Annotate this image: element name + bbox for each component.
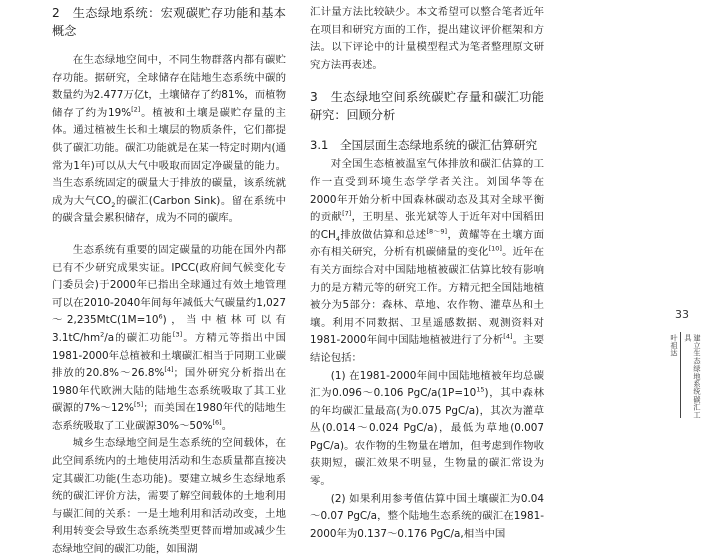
citation-3: [3] — [172, 330, 183, 339]
co2-subscript: 2 — [111, 200, 116, 209]
exponent-15: 15 — [476, 385, 485, 394]
author-name: 叶祖达 — [670, 334, 679, 358]
paragraph-spatial-carrier: 城乡生态绿地空间是生态系统的空间载体，在此空间系统内的土地使用活动和生态质量都直接决定其碳汇功能(生态功能)。要建立城乡生态绿地系统的碳汇评价方法，需要了解空间载体的土地利用与碳汇间的关系：一是土地利用和活动改变，土地利用转变会导致生态系统类型更替而增加或减少生态绿地空间的碳汇功能，如围湖 — [52, 437, 286, 556]
citation-5: [5] — [134, 400, 144, 409]
paragraph-conclusion-1: (1) 在1981-2000年间中国陆地植被年均总碳汇为0.096～0.106 PgC/$a(1P=10^{15})$，其中森林的年均碳汇量最高(为0.075 PgC/a)，其次为灌草丛(0.014～0.024 PgC/a)，最低为草地(0.007 PgC/a)。农作物的生物量在增加，但考虑到作物收获期短，碳汇效果不明显，生物量的碳汇常设为零。 — [310, 369, 544, 488]
paragraph-continued: 汇计量方法比较缺少。本文希望可以整合笔者近年在项目和研究方面的工作，提出建议评价框架和方法。以下评论中的计量模型程式为笔者整理原文研究方法再表述。 — [310, 6, 544, 71]
citation-6: [6] — [212, 418, 222, 427]
paragraph-carbon-storage: 在生态绿地空间中，不同生物群落内都有碳贮存功能。据研究，全球储存在陆地生态系统中碳的数量约为2.477万亿t，土壤储存了约81%，而植物储存了约为19%[2]。植被和土壤是碳贮存量的主体。通过植被生长和土壤层的物质条件，它们都提供了碳汇功能。碳汇功能就是在某一特定时期内(通常为1年)可以从大气中吸取而固定净碳量的能力。当生态系统固定的碳量大于排放的碳量，该系统就成为大气$CO_2$的碳汇(Carbon Sink)。留在系统中的碳含量会累积储存，成为不同的碳库。 — [52, 54, 286, 225]
article-title: 建立生态绿地系统碳汇工具 — [684, 334, 702, 419]
citation-4-right: [4] — [503, 332, 513, 341]
section-3-heading: 3 生态绿地空间系统碳贮存量和碳汇功能研究：回顾分析 — [310, 90, 544, 123]
citation-2: [2] — [131, 105, 141, 114]
sidebar-divider — [680, 332, 681, 418]
section-3-1-heading: 3.1 全国层面生态绿地系统的碳汇估算研究 — [310, 138, 538, 153]
paragraph-research-evidence: 生态系统有重要的固定碳量的功能在国外内都已有不少研究成果实证。IPCC(政府间气候变化专门委员会)于2000年已指出全球通过有效土地管理可以在2010-2040年间每年减低大气碳量约$1,027\sim 2,235MtC(1M=10^6)$，当中植林可以有$3.1tC/hm^2/a$的碳汇功能[3]。方精元等指出中国1981-2000年总植被和土壤碳汇相当于同期工业碳排放的20.8%～26.8%[4]；国外研究分析指出在1980年代欧洲大陆的陆地生态系统吸取了其工业碳源的7%～12%[5]；而美国在1980年代的陆地生态系统吸取了工业碳源30%～50%[6]。 — [52, 243, 286, 432]
ch4-subscript: 4 — [335, 234, 340, 243]
citation-7: [7] — [342, 209, 352, 218]
citation-8-9: [8～9] — [426, 227, 448, 236]
left-column — [52, 4, 286, 559]
citation-4: [4] — [164, 365, 174, 374]
right-column — [310, 4, 544, 543]
citation-10: [10] — [488, 244, 502, 253]
exponent-2: 2 — [100, 330, 105, 339]
exponent-6: 6 — [158, 312, 163, 321]
section-2-heading: 2 生态绿地系统：宏观碳贮存功能和基本概念 — [52, 6, 286, 38]
paragraph-conclusion-2: (2) 如果利用参考值估算中国土壤碳汇为0.04～0.07 PgC/a，整个陆地生态系统的碳汇在1981-2000年为0.137～0.176 PgC/a,相当中国 — [310, 492, 544, 540]
page-number: 33 — [675, 308, 689, 321]
paragraph-national-estimates: 对全国生态植被温室气体排放和碳汇估算的工作一直受到环境生态学学者关注。刘国华等在2000年开始分析中国森林碳动态及其对全球平衡的贡献[7]，王明星、张光斌等人于近年对中国稻田的$CH_4$排放做估算和总述[8～9]，黄耀等在土壤方面亦有相关研究，分析有机碳储量的变化[10]。近年在有关方面综合对中国陆地植被碳汇估算比较有影响力的是方精元等的研究工作。方精元把全国陆地植被分为5部分：森林、草地、农作物、灌草丛和土壤。利用不同数据、卫星遥感数据、观测资料对1981-2000年间中国陆地植被进行了分析[4]。主要结论包括： — [310, 158, 545, 364]
running-header-vertical — [668, 332, 702, 420]
